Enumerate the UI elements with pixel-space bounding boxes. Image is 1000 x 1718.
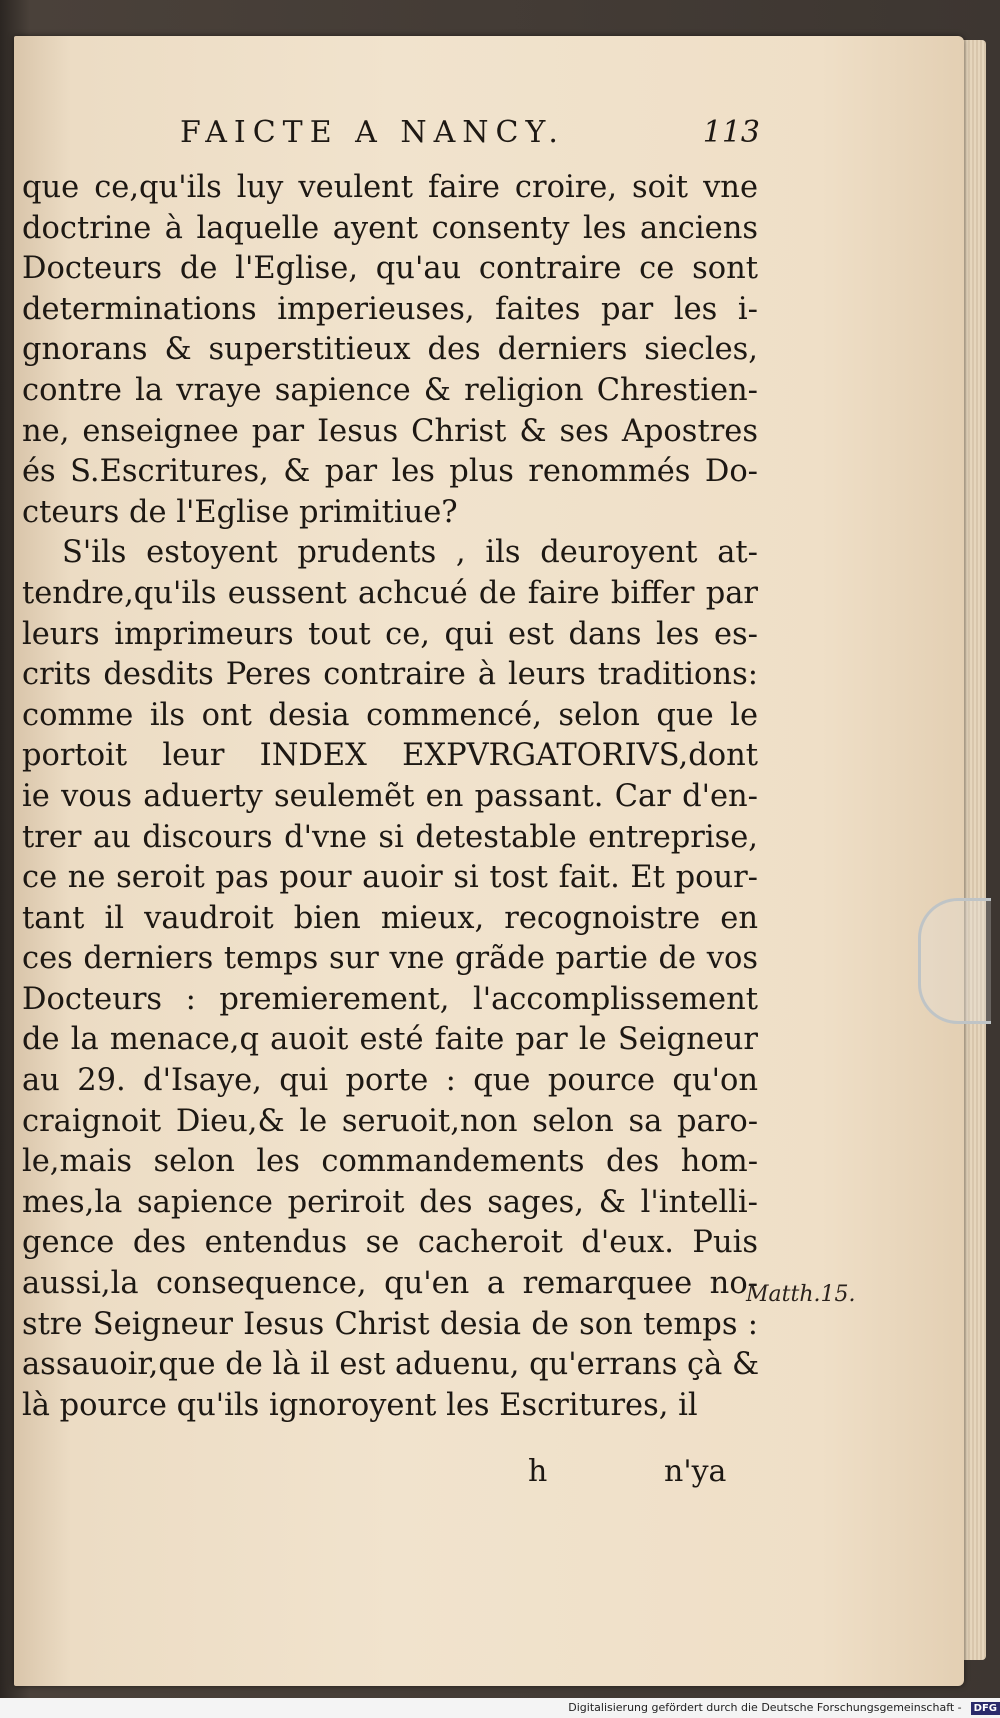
page-clip-tab [918, 898, 991, 1024]
text-line: stre Seigneur Iesus Christ desia de son temps : [22, 1306, 758, 1342]
text-line: le,mais selon les commandements des hom- [22, 1144, 758, 1180]
text-line: de la menace,q auoit esté faite par le Seigneur [22, 1022, 758, 1058]
text-line: gence des entendus se cacheroit d'eux. Puis [22, 1225, 758, 1261]
text-line: trer au discours d'vne si detestable entreprise, [22, 819, 758, 855]
text-line: que ce,qu'ils luy veulent faire croire, soit vne [22, 170, 758, 205]
text-line: gnorans & superstitieux des derniers siecles, [22, 332, 758, 368]
text-line: craignoit Dieu,& le seruoit,non selon sa paro- [22, 1103, 758, 1139]
text-line: ce ne seroit pas pour auoir si tost fait. Et pour- [22, 860, 758, 896]
text-line: ces derniers temps sur vne grãde partie de vos [22, 941, 758, 977]
page-edges [962, 40, 986, 1660]
text-line: determinations imperieuses, faites par les i- [22, 291, 758, 327]
catchword: n'ya [664, 1454, 727, 1489]
text-line: ne, enseignee par Iesus Christ & ses Apostres [22, 413, 758, 449]
text-line: au 29. d'Isaye, qui porte : que pource qu'on [22, 1063, 758, 1099]
text-line: S'ils estoyent prudents , ils deuroyent at- [62, 535, 758, 571]
text-line: comme ils ont desia commencé, selon que le [22, 697, 758, 733]
footer-text: Digitalisierung gefördert durch die Deutsche Forschungsgemeinschaft - [568, 1701, 962, 1714]
text-line: aussi,la consequence, qu'en a remarquee no- [22, 1266, 758, 1302]
text-line: doctrine à laquelle ayent consenty les anciens [22, 210, 758, 246]
text-line: leurs imprimeurs tout ce, qui est dans les es- [22, 616, 758, 652]
text-line: crits desdits Peres contraire à leurs traditions: [22, 657, 758, 693]
text-line: tant il vaudroit bien mieux, recognoistre en [22, 900, 758, 936]
text-line: Docteurs : premierement, l'accomplissement [22, 981, 758, 1017]
text-line: là pource qu'ils ignoroyent les Escritures, il [22, 1387, 698, 1423]
text-line: és S.Escritures, & par les plus renommés Do- [22, 454, 758, 490]
digitization-footer [0, 1698, 1000, 1718]
text-line: assauoir,que de là il est aduenu, qu'errans çà & [22, 1347, 760, 1383]
running-title: FAICTE A NANCY. [180, 115, 565, 150]
text-line: contre la vraye sapience & religion Chrestien- [22, 372, 758, 408]
dfg-logo: DFG [971, 1702, 1000, 1715]
text-line: ie vous aduerty seulemẽt en passant. Car d'en- [22, 778, 758, 814]
text-line: mes,la sapience periroit des sages, & l'intelli- [22, 1184, 758, 1220]
page-number: 113 [702, 115, 760, 150]
text-line: Docteurs de l'Eglise, qu'au contraire ce sont [22, 251, 758, 287]
signature-mark: h [528, 1454, 548, 1489]
text-line: cteurs de l'Eglise primitiue? [22, 494, 458, 530]
text-line: tendre,qu'ils eussent achcué de faire biffer par [22, 575, 758, 611]
margin-note: Matth.15. [746, 1282, 856, 1307]
body-text [22, 168, 758, 1426]
text-line: portoit leur INDEX EXPVRGATORIVS,dont [22, 738, 758, 774]
page-header [180, 115, 760, 165]
